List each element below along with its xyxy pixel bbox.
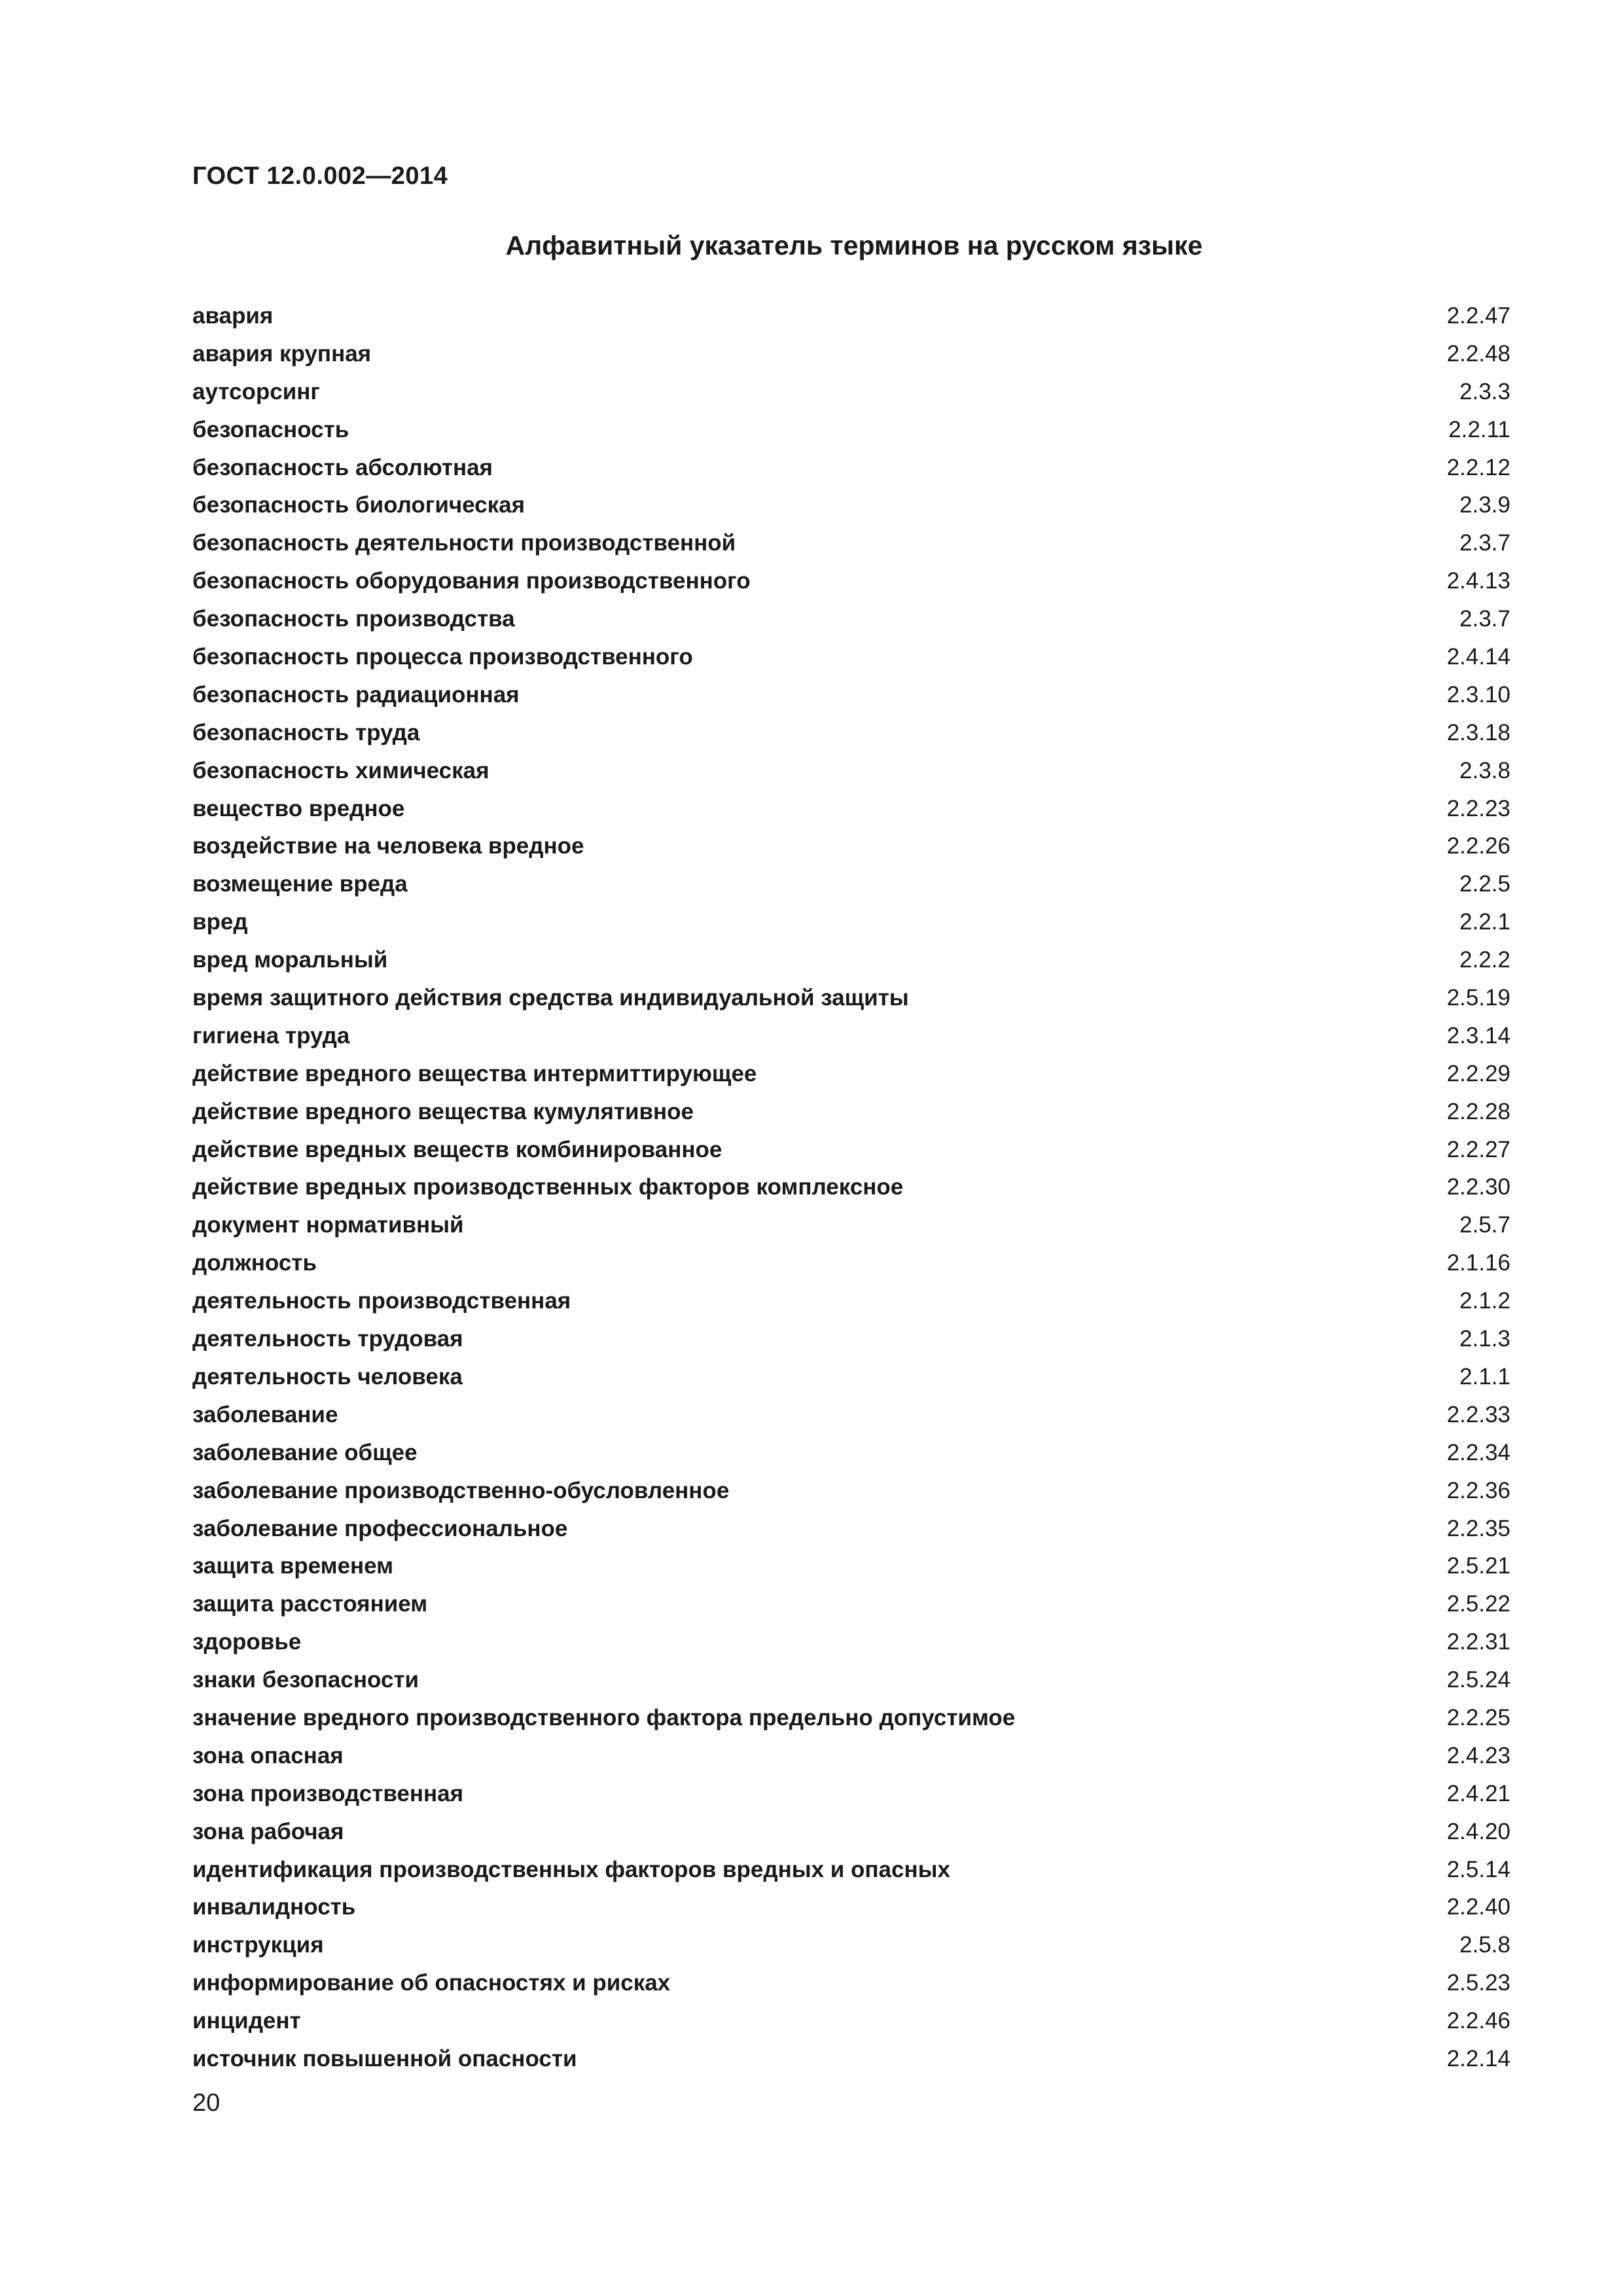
term-row [192, 1396, 1510, 1434]
term-name: информирование об опасностях и рисках [192, 1970, 671, 1996]
term-row [192, 1017, 1510, 1055]
term-reference: 2.5.7 [1459, 1212, 1510, 1238]
term-name: вещество вредное [192, 795, 405, 821]
term-name: должность [192, 1250, 317, 1276]
term-reference: 2.5.22 [1446, 1591, 1510, 1617]
term-reference: 2.2.11 [1448, 416, 1510, 442]
term-row [192, 752, 1510, 790]
term-reference: 2.5.23 [1446, 1970, 1510, 1996]
term-reference: 2.2.30 [1446, 1174, 1510, 1200]
term-row [192, 1055, 1510, 1093]
term-name: зона рабочая [192, 1818, 344, 1844]
term-name: авария [192, 303, 274, 329]
term-row [192, 1320, 1510, 1358]
term-name: заболевание [192, 1401, 338, 1427]
term-row [192, 1547, 1510, 1585]
term-reference: 2.2.47 [1446, 303, 1510, 329]
term-row [192, 1737, 1510, 1775]
term-name: идентификация производственных факторов вредных и опасных [192, 1856, 950, 1882]
term-name: возмещение вреда [192, 871, 408, 897]
term-row [192, 979, 1510, 1017]
term-reference: 2.4.23 [1446, 1742, 1510, 1768]
term-row [192, 1661, 1510, 1699]
term-name: действие вредного вещества кумулятивное [192, 1098, 694, 1124]
term-name: воздействие на человека вредное [192, 833, 584, 859]
term-row [192, 941, 1510, 979]
page-number: 20 [192, 2089, 221, 2117]
term-name: безопасность абсолютная [192, 454, 493, 480]
term-row [192, 1813, 1510, 1851]
term-name: вред [192, 909, 248, 935]
term-row [192, 1434, 1510, 1472]
term-name: зона опасная [192, 1742, 344, 1768]
term-row [192, 1623, 1510, 1661]
term-reference: 2.5.21 [1446, 1553, 1510, 1579]
term-reference: 2.2.40 [1446, 1894, 1510, 1920]
term-name: безопасность производства [192, 606, 515, 632]
term-reference: 2.3.7 [1459, 530, 1510, 556]
term-reference: 2.5.8 [1459, 1932, 1510, 1958]
term-index-list [192, 297, 1510, 2078]
term-reference: 2.2.1 [1459, 909, 1510, 935]
term-row [192, 714, 1510, 752]
term-reference: 2.4.13 [1446, 568, 1510, 594]
term-reference: 2.4.21 [1446, 1780, 1510, 1806]
term-row [192, 449, 1510, 487]
term-reference: 2.2.34 [1446, 1439, 1510, 1465]
term-reference: 2.2.26 [1446, 833, 1510, 859]
term-row [192, 1964, 1510, 2002]
term-name: источник повышенной опасности [192, 2045, 577, 2072]
term-row [192, 297, 1510, 335]
term-reference: 2.3.9 [1459, 492, 1510, 518]
term-name: действие вредных веществ комбинированное [192, 1136, 722, 1162]
term-name: авария крупная [192, 340, 372, 367]
term-reference: 2.2.31 [1446, 1629, 1510, 1655]
term-name: безопасность оборудования производственного [192, 568, 751, 594]
term-name: безопасность радиационная [192, 681, 520, 708]
term-reference: 2.2.27 [1446, 1136, 1510, 1162]
term-name: безопасность деятельности производственной [192, 530, 736, 556]
term-reference: 2.3.18 [1446, 719, 1510, 745]
term-name: безопасность [192, 416, 349, 442]
term-reference: 2.2.5 [1459, 871, 1510, 897]
term-reference: 2.1.3 [1459, 1326, 1510, 1352]
term-row [192, 790, 1510, 828]
term-name: безопасность труда [192, 719, 420, 745]
term-row [192, 1775, 1510, 1813]
term-name: аутсорсинг [192, 378, 320, 404]
term-name: заболевание производственно-обусловленное [192, 1477, 730, 1503]
term-row [192, 562, 1510, 600]
term-reference: 2.3.7 [1459, 606, 1510, 632]
term-row [192, 865, 1510, 903]
term-row [192, 411, 1510, 449]
term-row [192, 1282, 1510, 1320]
term-name: безопасность процесса производственного [192, 644, 693, 670]
term-row [192, 335, 1510, 373]
term-name: время защитного действия средства индивидуальной защиты [192, 985, 909, 1011]
term-name: безопасность биологическая [192, 492, 526, 518]
term-row [192, 1699, 1510, 1737]
term-name: знаки безопасности [192, 1667, 419, 1693]
term-row [192, 2002, 1510, 2040]
term-name: деятельность трудовая [192, 1326, 463, 1352]
term-reference: 2.2.23 [1446, 795, 1510, 821]
term-row [192, 1093, 1510, 1131]
term-reference: 2.3.14 [1446, 1022, 1510, 1049]
term-reference: 2.3.10 [1446, 681, 1510, 708]
term-row [192, 1585, 1510, 1623]
term-row [192, 676, 1510, 714]
term-name: инструкция [192, 1932, 324, 1958]
term-row [192, 486, 1510, 524]
term-row [192, 1926, 1510, 1964]
term-reference: 2.1.16 [1446, 1250, 1510, 1276]
standard-code: ГОСТ 12.0.002—2014 [192, 162, 448, 190]
term-row [192, 373, 1510, 411]
term-reference: 2.5.14 [1446, 1856, 1510, 1882]
term-reference: 2.2.29 [1446, 1060, 1510, 1086]
term-row [192, 2040, 1510, 2078]
term-name: инцидент [192, 2008, 301, 2034]
term-reference: 2.3.8 [1459, 757, 1510, 783]
term-name: инвалидность [192, 1894, 356, 1920]
term-reference: 2.2.35 [1446, 1515, 1510, 1541]
term-row [192, 1244, 1510, 1282]
term-row [192, 1358, 1510, 1396]
term-name: заболевание профессиональное [192, 1515, 568, 1541]
term-reference: 2.1.2 [1459, 1288, 1510, 1314]
term-name: вред моральный [192, 947, 388, 973]
term-row [192, 524, 1510, 562]
index-title: Алфавитный указатель терминов на русском языке [505, 230, 1203, 260]
term-name: здоровье [192, 1629, 302, 1655]
term-reference: 2.2.33 [1446, 1401, 1510, 1427]
term-reference: 2.2.25 [1446, 1704, 1510, 1731]
term-name: деятельность производственная [192, 1288, 571, 1314]
term-reference: 2.5.24 [1446, 1667, 1510, 1693]
term-row [192, 903, 1510, 941]
term-reference: 2.4.20 [1446, 1818, 1510, 1844]
term-row [192, 827, 1510, 865]
term-name: зона производственная [192, 1780, 464, 1806]
term-name: защита временем [192, 1553, 394, 1579]
term-reference: 2.4.14 [1446, 644, 1510, 670]
term-name: защита расстоянием [192, 1591, 428, 1617]
term-row [192, 1851, 1510, 1889]
term-reference: 2.2.12 [1446, 454, 1510, 480]
term-reference: 2.2.46 [1446, 2008, 1510, 2034]
term-reference: 2.2.28 [1446, 1098, 1510, 1124]
term-row [192, 1206, 1510, 1244]
term-row [192, 1472, 1510, 1510]
term-row [192, 1888, 1510, 1926]
term-row [192, 1131, 1510, 1169]
term-reference: 2.2.36 [1446, 1477, 1510, 1503]
term-reference: 2.5.19 [1446, 985, 1510, 1011]
term-reference: 2.1.1 [1459, 1363, 1510, 1390]
term-row [192, 1168, 1510, 1206]
term-name: деятельность человека [192, 1363, 463, 1390]
term-row [192, 638, 1510, 676]
term-row [192, 1510, 1510, 1548]
term-name: действие вредных производственных факторов комплексное [192, 1174, 904, 1200]
term-name: действие вредного вещества интермиттирующее [192, 1060, 757, 1086]
term-reference: 2.2.48 [1446, 340, 1510, 367]
term-name: безопасность химическая [192, 757, 490, 783]
term-name: заболевание общее [192, 1439, 418, 1465]
term-reference: 2.2.14 [1446, 2045, 1510, 2072]
term-row [192, 600, 1510, 638]
term-reference: 2.2.2 [1459, 947, 1510, 973]
term-name: документ нормативный [192, 1212, 464, 1238]
term-name: гигиена труда [192, 1022, 350, 1049]
term-reference: 2.3.3 [1459, 378, 1510, 404]
term-name: значение вредного производственного фактора предельно допустимое [192, 1704, 1016, 1731]
